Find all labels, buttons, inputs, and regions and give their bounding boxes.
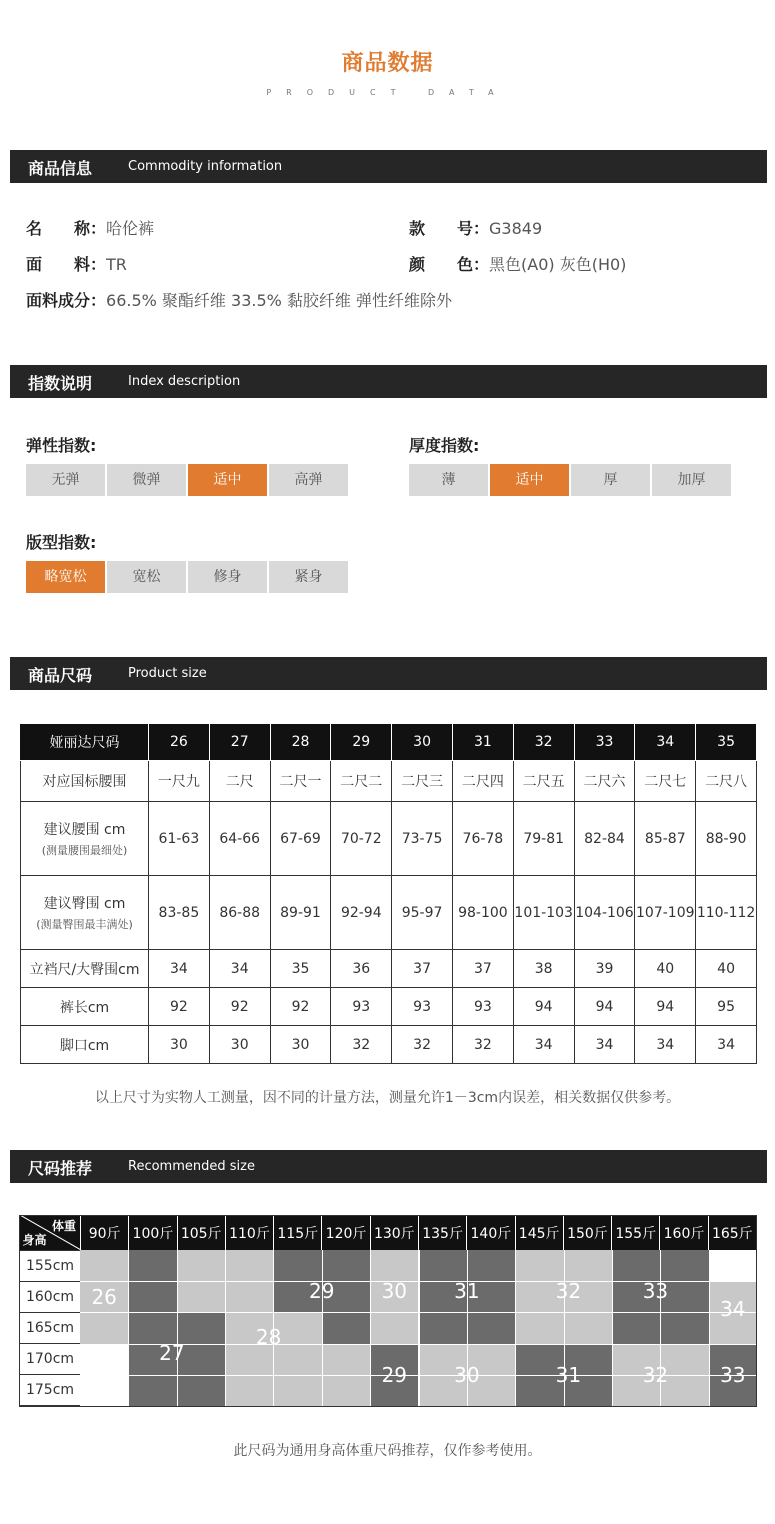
grid-cell — [660, 1250, 708, 1281]
section-title-cn: 尺码推荐 — [28, 1159, 93, 1178]
recommend-note: 此尺码为通用身高体重尺码推荐，仅作参考使用。 — [233, 1443, 542, 1459]
size-header-cell: 28 — [270, 724, 331, 761]
table-cell: 61-63 — [149, 802, 210, 876]
corner-height: 身高 — [22, 1232, 47, 1247]
size-label: 26 — [91, 1284, 117, 1309]
info-fabric-label: 面 料： — [26, 255, 107, 274]
table-cell: 67-69 — [270, 802, 331, 876]
size-label: 27 — [159, 1340, 185, 1365]
table-cell: 79-81 — [513, 802, 574, 876]
weight-header: 130斤 — [370, 1215, 418, 1250]
section-title-en: Recommended size — [128, 1159, 255, 1174]
grid-cell — [467, 1312, 515, 1343]
table-cell: 37 — [452, 950, 513, 988]
table-cell: 30 — [149, 1026, 210, 1064]
grid-line — [225, 1250, 226, 1406]
table-cell: 82-84 — [574, 802, 635, 876]
corner-weight: 体重 — [51, 1219, 76, 1233]
table-row — [21, 876, 757, 950]
size-header-label: 娅丽达尺码 — [21, 724, 149, 761]
thickness-option[interactable]: 厚 — [571, 464, 650, 496]
size-header-cell: 26 — [149, 724, 210, 761]
table-cell: 104-106 — [574, 876, 635, 950]
grid-cell — [612, 1250, 660, 1281]
table-cell: 94 — [635, 988, 696, 1026]
grid-line — [128, 1250, 129, 1406]
table-cell: 83-85 — [149, 876, 210, 950]
table-cell: 一尺九 — [149, 761, 210, 802]
section-title-cn: 指数说明 — [28, 374, 93, 393]
elasticity-label: 弹性指数: — [26, 436, 97, 455]
table-cell: 二尺七 — [635, 761, 696, 802]
size-header-cell: 27 — [209, 724, 270, 761]
elasticity-options — [26, 464, 350, 496]
row-label — [21, 802, 149, 876]
table-cell: 36 — [331, 950, 392, 988]
fit-options — [26, 561, 350, 593]
grid-cell — [515, 1312, 563, 1343]
weight-header: 120斤 — [322, 1215, 370, 1250]
size-table — [20, 723, 757, 1064]
fit-option[interactable]: 宽松 — [107, 561, 186, 593]
table-cell: 94 — [513, 988, 574, 1026]
row-label — [21, 988, 149, 1026]
info-style — [409, 216, 542, 239]
row-label — [21, 876, 149, 950]
table-cell: 93 — [392, 988, 453, 1026]
table-cell: 30 — [270, 1026, 331, 1064]
info-color-label: 颜 色： — [409, 255, 490, 274]
info-style-value: G3849 — [489, 219, 543, 238]
size-label: 30 — [454, 1362, 480, 1387]
table-cell: 92 — [270, 988, 331, 1026]
thickness-options — [409, 464, 733, 496]
table-cell: 92 — [149, 988, 210, 1026]
grid-cell — [709, 1250, 757, 1281]
row-label — [21, 950, 149, 988]
section-bar-size — [10, 657, 767, 690]
section-bar-index — [10, 365, 767, 398]
weight-header: 155斤 — [612, 1215, 660, 1250]
section-bar-recommend — [10, 1150, 767, 1183]
grid-cell — [419, 1250, 467, 1281]
table-cell: 94 — [574, 988, 635, 1026]
size-label: 31 — [454, 1278, 480, 1303]
elasticity-option[interactable]: 高弹 — [269, 464, 348, 496]
fit-option[interactable]: 紧身 — [269, 561, 348, 593]
grid-cell — [177, 1375, 225, 1406]
table-cell: 二尺五 — [513, 761, 574, 802]
grid-cell — [128, 1375, 176, 1406]
grid-cell — [80, 1344, 128, 1375]
grid-cell — [564, 1312, 612, 1343]
table-cell: 70-72 — [331, 802, 392, 876]
table-cell: 37 — [392, 950, 453, 988]
table-cell: 34 — [209, 950, 270, 988]
info-name-label: 名 称： — [26, 219, 107, 238]
grid-cell — [177, 1281, 225, 1312]
grid-line — [322, 1250, 323, 1406]
info-name — [26, 216, 154, 239]
table-cell: 二尺 — [209, 761, 270, 802]
table-cell: 40 — [635, 950, 696, 988]
info-fabric-value: TR — [106, 255, 127, 274]
section-title-cn: 商品尺码 — [28, 666, 93, 685]
weight-header: 100斤 — [129, 1215, 177, 1250]
grid-cell — [612, 1312, 660, 1343]
table-cell: 95-97 — [392, 876, 453, 950]
section-title-en: Commodity information — [128, 159, 283, 174]
row-label — [21, 761, 149, 802]
info-composition-label: 面料成分： — [26, 291, 107, 310]
table-cell: 34 — [696, 1026, 757, 1064]
size-label: 34 — [720, 1297, 746, 1322]
grid-cell — [225, 1375, 273, 1406]
table-cell: 38 — [513, 950, 574, 988]
table-cell: 64-66 — [209, 802, 270, 876]
info-style-label: 款 号： — [409, 219, 490, 238]
grid-cell — [225, 1281, 273, 1312]
section-title-cn: 商品信息 — [28, 159, 93, 178]
row-label-sub: (测量臀围最丰满处) — [36, 918, 133, 931]
row-label-text: 建议臀围 cm — [43, 896, 126, 912]
table-cell: 二尺一 — [270, 761, 331, 802]
table-cell: 35 — [270, 950, 331, 988]
table-cell: 39 — [574, 950, 635, 988]
weight-header: 110斤 — [225, 1215, 273, 1250]
grid-line — [177, 1250, 178, 1406]
grid-cell — [80, 1375, 128, 1406]
table-cell: 92 — [209, 988, 270, 1026]
row-label-text: 立裆尺/大臀围cm — [29, 961, 140, 978]
size-label: 33 — [642, 1278, 669, 1303]
table-cell: 34 — [149, 950, 210, 988]
grid-cell — [660, 1312, 708, 1343]
grid-line — [515, 1250, 516, 1406]
height-label: 160cm — [20, 1281, 81, 1312]
table-cell: 32 — [452, 1026, 513, 1064]
grid-cell — [128, 1312, 176, 1343]
weight-header: 165斤 — [708, 1215, 756, 1250]
table-row — [21, 802, 757, 876]
size-header-cell: 35 — [696, 724, 757, 761]
table-cell: 34 — [513, 1026, 574, 1064]
grid-cell — [128, 1281, 176, 1312]
size-label: 32 — [642, 1362, 669, 1387]
table-cell: 二尺四 — [452, 761, 513, 802]
table-cell: 32 — [331, 1026, 392, 1064]
size-header-cell: 29 — [331, 724, 392, 761]
grid-line — [419, 1250, 420, 1406]
info-color-value: 黑色(A0) 灰色(H0) — [489, 255, 627, 274]
weight-header: 135斤 — [418, 1215, 466, 1250]
grid-cell — [80, 1312, 128, 1343]
height-label: 170cm — [20, 1343, 81, 1374]
grid-line — [709, 1250, 710, 1406]
row-label — [21, 1026, 149, 1064]
table-cell: 二尺六 — [574, 761, 635, 802]
table-cell: 40 — [696, 950, 757, 988]
fit-label: 版型指数: — [26, 533, 97, 552]
row-label-text: 对应国标腰围 — [42, 774, 127, 790]
size-label: 29 — [309, 1278, 335, 1303]
weight-header: 90斤 — [81, 1215, 129, 1250]
size-label: 29 — [381, 1362, 408, 1387]
page-title: 商品数据 — [341, 51, 434, 76]
size-label: 33 — [720, 1362, 746, 1387]
grid-cell — [322, 1312, 370, 1343]
table-cell: 32 — [392, 1026, 453, 1064]
size-label: 32 — [555, 1278, 582, 1303]
weight-header: 150斤 — [563, 1215, 611, 1250]
table-cell: 89-91 — [270, 876, 331, 950]
grid-cell — [273, 1375, 321, 1406]
table-row — [21, 950, 757, 988]
thickness-option[interactable]: 薄 — [409, 464, 488, 496]
grid-cell — [177, 1250, 225, 1281]
weight-header: 160斤 — [660, 1215, 708, 1250]
page-subtitle: PRODUCT DATA — [266, 88, 509, 97]
size-label: 30 — [381, 1278, 408, 1303]
grid-cell — [564, 1250, 612, 1281]
fit-option[interactable]: 修身 — [188, 561, 267, 593]
recommend-grid — [80, 1250, 757, 1406]
weight-header: 115斤 — [274, 1215, 322, 1250]
grid-cell — [370, 1312, 418, 1343]
grid-cell — [419, 1312, 467, 1343]
table-cell: 86-88 — [209, 876, 270, 950]
table-cell: 107-109 — [635, 876, 696, 950]
table-cell: 34 — [574, 1026, 635, 1064]
weight-header: 105斤 — [177, 1215, 225, 1250]
grid-line — [612, 1250, 613, 1406]
table-row — [21, 988, 757, 1026]
height-label: 165cm — [20, 1312, 81, 1343]
info-composition — [26, 288, 452, 311]
grid-cell — [467, 1250, 515, 1281]
table-cell: 101-103 — [513, 876, 574, 950]
weight-header: 140斤 — [467, 1215, 515, 1250]
table-cell: 93 — [452, 988, 513, 1026]
size-header-cell: 30 — [392, 724, 453, 761]
grid-cell — [515, 1250, 563, 1281]
row-label-text: 建议腰围 cm — [43, 822, 126, 838]
grid-line — [370, 1250, 371, 1406]
info-color — [409, 252, 626, 275]
grid-cell — [128, 1250, 176, 1281]
info-composition-value: 66.5% 聚酯纤维 33.5% 黏胶纤维 弹性纤维除外 — [106, 291, 453, 310]
grid-cell — [322, 1375, 370, 1406]
table-cell: 二尺二 — [331, 761, 392, 802]
grid-cell — [225, 1250, 273, 1281]
corner-cell — [20, 1215, 81, 1250]
grid-cell — [80, 1250, 128, 1281]
table-cell: 93 — [331, 988, 392, 1026]
thickness-label: 厚度指数: — [409, 436, 480, 455]
table-cell: 34 — [635, 1026, 696, 1064]
thickness-option[interactable]: 加厚 — [652, 464, 731, 496]
section-title-en: Product size — [128, 666, 207, 681]
grid-cell — [322, 1250, 370, 1281]
height-label: 155cm — [20, 1250, 81, 1281]
row-label-text: 裤长cm — [59, 999, 110, 1016]
height-label: 175cm — [20, 1374, 81, 1405]
grid-cell — [322, 1344, 370, 1375]
table-cell: 85-87 — [635, 802, 696, 876]
size-header-cell: 34 — [635, 724, 696, 761]
table-row — [21, 761, 757, 802]
table-cell: 30 — [209, 1026, 270, 1064]
size-header-cell: 33 — [574, 724, 635, 761]
table-cell: 二尺八 — [696, 761, 757, 802]
table-cell: 二尺三 — [392, 761, 453, 802]
row-label-text: 脚口cm — [59, 1037, 110, 1054]
size-header-cell: 32 — [513, 724, 574, 761]
fit-option[interactable]: 略宽松 — [26, 561, 105, 593]
grid-cell — [177, 1312, 225, 1343]
table-cell: 95 — [696, 988, 757, 1026]
info-name-value: 哈伦裤 — [106, 219, 155, 238]
weight-header: 145斤 — [515, 1215, 563, 1250]
table-cell: 76-78 — [452, 802, 513, 876]
table-cell: 110-112 — [696, 876, 757, 950]
row-label-sub: (测量腰围最细处) — [41, 844, 128, 857]
info-fabric — [26, 252, 127, 275]
size-note: 以上尺寸为实物人工测量，因不同的计量方法，测量允许1－3cm内误差，相关数据仅供参考。 — [94, 1090, 681, 1106]
grid-cell — [370, 1250, 418, 1281]
elasticity-option[interactable]: 无弹 — [26, 464, 105, 496]
elasticity-option[interactable]: 适中 — [188, 464, 267, 496]
size-label: 28 — [255, 1325, 282, 1350]
thickness-option[interactable]: 适中 — [490, 464, 569, 496]
size-header-cell: 31 — [452, 724, 513, 761]
elasticity-option[interactable]: 微弹 — [107, 464, 186, 496]
table-cell: 73-75 — [392, 802, 453, 876]
size-label: 31 — [555, 1362, 582, 1387]
section-bar-info — [10, 150, 767, 183]
table-cell: 98-100 — [452, 876, 513, 950]
grid-cell — [273, 1250, 321, 1281]
table-cell: 88-90 — [696, 802, 757, 876]
table-row — [21, 1026, 757, 1064]
section-title-en: Index description — [128, 374, 241, 389]
table-cell: 92-94 — [331, 876, 392, 950]
